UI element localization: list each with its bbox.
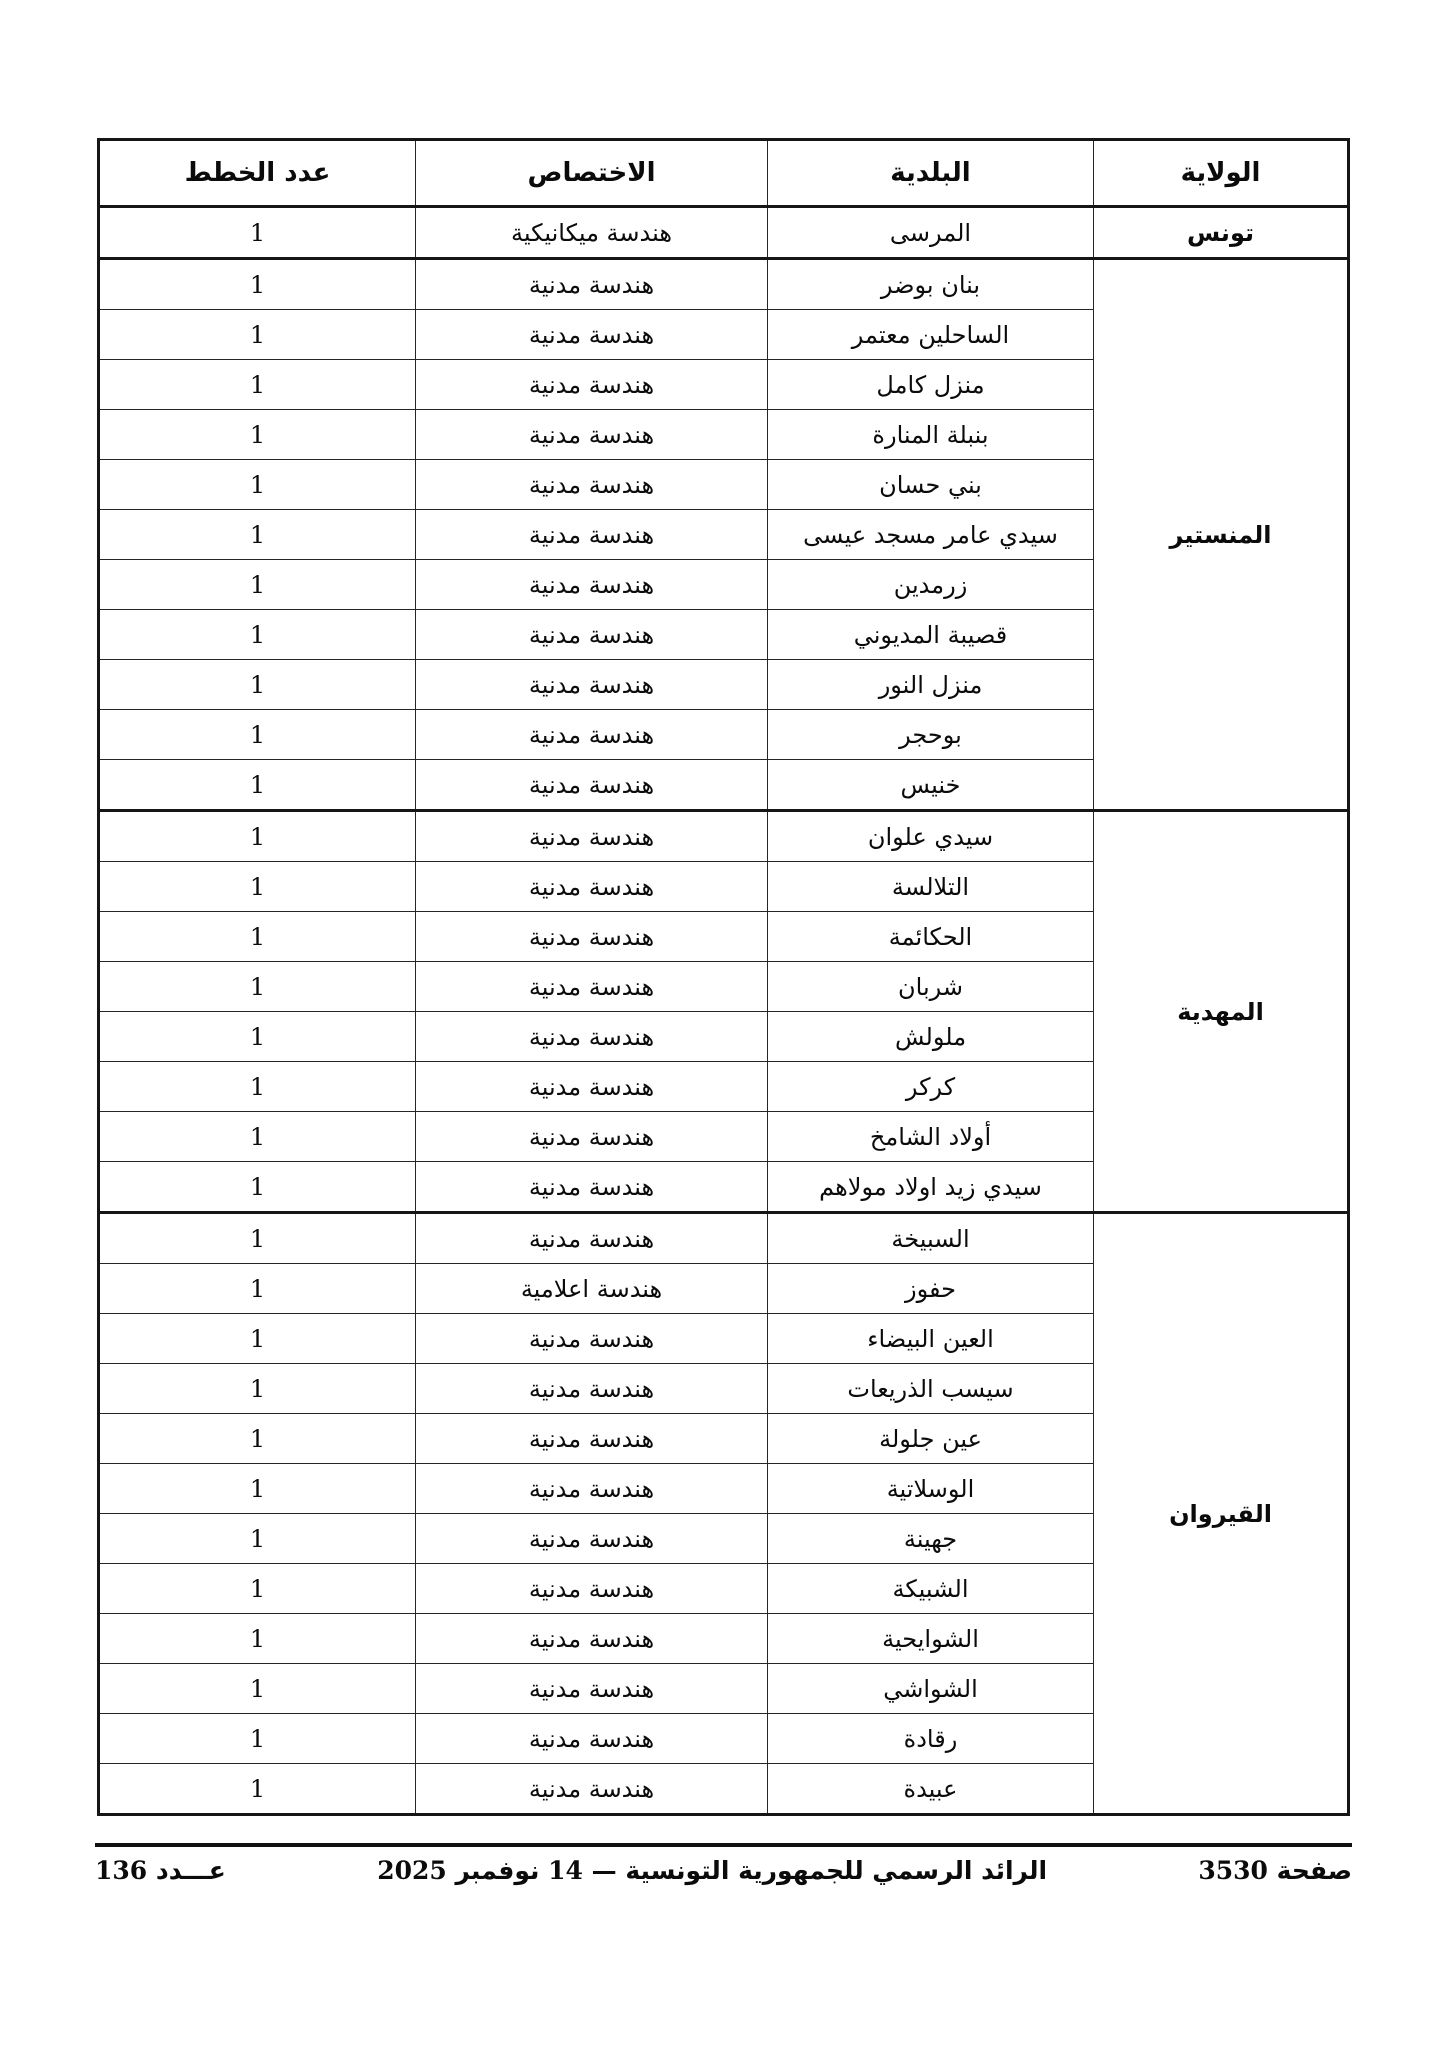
position-count-cell: 1 — [99, 1364, 416, 1414]
municipality-cell: سيدي زيد اولاد مولاهم — [768, 1162, 1094, 1213]
municipality-cell: أولاد الشامخ — [768, 1112, 1094, 1162]
specialty-cell: هندسة مدنية — [416, 1664, 768, 1714]
position-count-cell: 1 — [99, 1162, 416, 1213]
municipality-cell: الشوايحية — [768, 1614, 1094, 1664]
specialty-cell: هندسة ميكانيكية — [416, 207, 768, 259]
municipality-cell: جهينة — [768, 1514, 1094, 1564]
municipality-cell: بني حسان — [768, 460, 1094, 510]
municipality-cell: الشواشي — [768, 1664, 1094, 1714]
position-count-cell: 1 — [99, 710, 416, 760]
position-count-cell: 1 — [99, 1464, 416, 1514]
position-count-cell: 1 — [99, 410, 416, 460]
footer-page-number: صفحة 3530 — [1198, 1856, 1352, 1885]
specialty-cell: هندسة مدنية — [416, 1764, 768, 1815]
position-count-cell: 1 — [99, 1314, 416, 1364]
municipality-cell: العين البيضاء — [768, 1314, 1094, 1364]
municipality-cell: منزل كامل — [768, 360, 1094, 410]
specialty-cell: هندسة مدنية — [416, 1112, 768, 1162]
position-count-cell: 1 — [99, 1514, 416, 1564]
position-count-cell: 1 — [99, 1614, 416, 1664]
position-count-cell: 1 — [99, 207, 416, 259]
table-row — [99, 1213, 1349, 1264]
specialty-cell: هندسة مدنية — [416, 460, 768, 510]
position-count-cell: 1 — [99, 460, 416, 510]
specialty-cell: هندسة مدنية — [416, 811, 768, 862]
municipality-cell: ملولش — [768, 1012, 1094, 1062]
footer-divider — [95, 1843, 1352, 1847]
position-count-cell: 1 — [99, 259, 416, 310]
municipality-cell: الحكائمة — [768, 912, 1094, 962]
specialty-cell: هندسة مدنية — [416, 1314, 768, 1364]
position-count-cell: 1 — [99, 360, 416, 410]
municipality-cell: خنيس — [768, 760, 1094, 811]
position-count-cell: 1 — [99, 660, 416, 710]
municipality-cell: سيدي عامر مسجد عيسى — [768, 510, 1094, 560]
specialty-cell: هندسة مدنية — [416, 510, 768, 560]
table-row — [99, 207, 1349, 259]
municipality-cell: زرمدين — [768, 560, 1094, 610]
municipality-cell: المرسى — [768, 207, 1094, 259]
position-count-cell: 1 — [99, 760, 416, 811]
specialty-cell: هندسة مدنية — [416, 1614, 768, 1664]
header-position-count: عدد الخطط — [99, 140, 416, 207]
specialty-cell: هندسة اعلامية — [416, 1264, 768, 1314]
position-count-cell: 1 — [99, 610, 416, 660]
position-count-cell: 1 — [99, 862, 416, 912]
specialty-cell: هندسة مدنية — [416, 360, 768, 410]
header-specialty: الاختصاص — [416, 140, 768, 207]
municipality-cell: بنبلة المنارة — [768, 410, 1094, 460]
position-count-cell: 1 — [99, 1012, 416, 1062]
position-count-cell: 1 — [99, 1062, 416, 1112]
municipality-cell: منزل النور — [768, 660, 1094, 710]
position-count-cell: 1 — [99, 1764, 416, 1815]
header-governorate: الولاية — [1094, 140, 1349, 207]
footer-journal-title: الرائد الرسمي للجمهورية التونسية — 14 نوفمبر 2025 — [377, 1856, 1048, 1885]
municipality-cell: الشبيكة — [768, 1564, 1094, 1614]
position-count-cell: 1 — [99, 1564, 416, 1614]
specialty-cell: هندسة مدنية — [416, 862, 768, 912]
municipality-cell: شربان — [768, 962, 1094, 1012]
header-municipality: البلدية — [768, 140, 1094, 207]
specialty-cell: هندسة مدنية — [416, 1062, 768, 1112]
position-count-cell: 1 — [99, 560, 416, 610]
position-count-cell: 1 — [99, 962, 416, 1012]
municipality-cell: سيدي علوان — [768, 811, 1094, 862]
specialty-cell: هندسة مدنية — [416, 1162, 768, 1213]
specialty-cell: هندسة مدنية — [416, 1012, 768, 1062]
specialty-cell: هندسة مدنية — [416, 610, 768, 660]
municipality-cell: سيسب الذريعات — [768, 1364, 1094, 1414]
table-header-row — [99, 140, 1349, 207]
specialty-cell: هندسة مدنية — [416, 710, 768, 760]
governorate-cell: المهدية — [1094, 811, 1349, 1213]
specialty-cell: هندسة مدنية — [416, 1714, 768, 1764]
municipality-cell: قصيبة المديوني — [768, 610, 1094, 660]
position-count-cell: 1 — [99, 1414, 416, 1464]
position-count-cell: 1 — [99, 811, 416, 862]
position-count-cell: 1 — [99, 510, 416, 560]
municipality-cell: الساحلين معتمر — [768, 310, 1094, 360]
footer-issue-number: عـــدد 136 — [95, 1856, 226, 1885]
table-body — [99, 207, 1349, 1815]
municipality-cell: السبيخة — [768, 1213, 1094, 1264]
specialty-cell: هندسة مدنية — [416, 912, 768, 962]
specialty-cell: هندسة مدنية — [416, 1213, 768, 1264]
specialty-cell: هندسة مدنية — [416, 310, 768, 360]
municipality-cell: بوحجر — [768, 710, 1094, 760]
municipality-cell: رقادة — [768, 1714, 1094, 1764]
position-count-cell: 1 — [99, 1714, 416, 1764]
position-count-cell: 1 — [99, 1213, 416, 1264]
municipality-cell: كركر — [768, 1062, 1094, 1112]
municipality-cell: بنان بوضر — [768, 259, 1094, 310]
specialty-cell: هندسة مدنية — [416, 962, 768, 1012]
position-count-cell: 1 — [99, 1664, 416, 1714]
governorate-cell: القيروان — [1094, 1213, 1349, 1815]
position-count-cell: 1 — [99, 1264, 416, 1314]
specialty-cell: هندسة مدنية — [416, 410, 768, 460]
specialty-cell: هندسة مدنية — [416, 259, 768, 310]
municipality-cell: حفوز — [768, 1264, 1094, 1314]
governorate-cell: المنستير — [1094, 259, 1349, 811]
specialty-cell: هندسة مدنية — [416, 1564, 768, 1614]
municipality-cell: التلالسة — [768, 862, 1094, 912]
table-row — [99, 259, 1349, 310]
municipality-cell: عبيدة — [768, 1764, 1094, 1815]
specialty-cell: هندسة مدنية — [416, 1414, 768, 1464]
table-row — [99, 811, 1349, 862]
specialty-cell: هندسة مدنية — [416, 1364, 768, 1414]
governorate-cell: تونس — [1094, 207, 1349, 259]
position-count-cell: 1 — [99, 310, 416, 360]
specialty-cell: هندسة مدنية — [416, 1514, 768, 1564]
municipality-cell: عين جلولة — [768, 1414, 1094, 1464]
page-footer — [95, 1856, 1352, 1885]
recruitment-positions-table — [97, 138, 1350, 1816]
position-count-cell: 1 — [99, 1112, 416, 1162]
specialty-cell: هندسة مدنية — [416, 760, 768, 811]
specialty-cell: هندسة مدنية — [416, 1464, 768, 1514]
specialty-cell: هندسة مدنية — [416, 660, 768, 710]
municipality-cell: الوسلاتية — [768, 1464, 1094, 1514]
specialty-cell: هندسة مدنية — [416, 560, 768, 610]
position-count-cell: 1 — [99, 912, 416, 962]
